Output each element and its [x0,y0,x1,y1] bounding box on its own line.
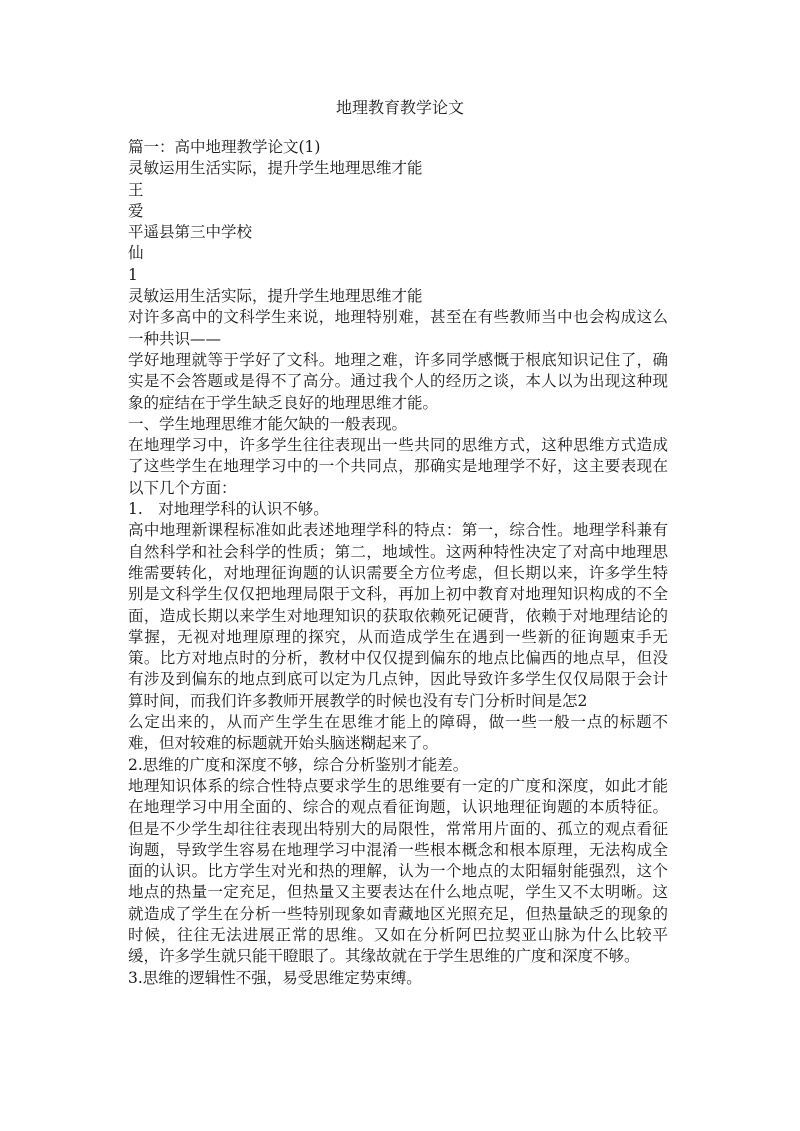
paragraph: 在地理学习中，许多学生往往表现出一些共同的思维方式，这种思维方式造成了这些学生在地理学习中的一个共同点，那确实是地理学不好，这主要表现在以下几个方面： [128,436,668,497]
paragraph: 篇一：高中地理教学论文(1) [128,138,321,156]
subsection-heading: 1. 对地理学科的认识不够。 [128,500,329,519]
paragraph: 对许多高中的文科学生来说，地理特别难，甚至在有些教师当中也会构成这么一种共识—— [128,308,668,348]
paragraph: 高中地理新课程标准如此表述地理学科的特点：第一，综合性。地理学科兼有自然科学和社会科学的性质；第二，地域性。这两种特性决定了对高中地理思维需要转化，对地理征询题的认识需要全方位考虑，但长期以来，许多学生特别是文科学生仅仅把地理局限于文科，再加上初中教育对地理知识构成的不全面，造成长期以来学生对地理知识的获取依赖死记硬背，依赖于对地理结论的掌握，无视对地理原理的探究，从而造成学生在遇到一些新的征询题束手无策。比方对地点时的分析，教材中仅仅提到偏东的地点比偏西的地点早，但没有涉及到偏东的地点到底可以定为几点钟，因此导致许多学生仅仅局限于会计算时间，而我们许多教师开展教学的时候也没有专门分析时间是怎2 [128,521,668,710]
paragraph: 仙 [128,244,144,263]
paragraph: 地理知识体系的综合性特点要求学生的思维要有一定的广度和深度，如此才能在地理学习中用全面的、综合的观点看征询题，认识地理征询题的本质特征。但是不少学生却往往表现出特别大的局限性，常常用片面的、孤立的观点看征询题，导致学生容易在地理学习中混淆一些根本概念和根本原理，无法构成全面的认识。比方学生对光和热的理解，认为一个地点的太阳辐射能强烈，这个地点的热量一定充足，但热量又主要表达在什么地点呢，学生又不太明晰。这就造成了学生在分析一些特别现象如青藏地区光照充足，但热量缺乏的现象的时候，往往无法进展正常的思维。又如在分析阿巴拉契亚山脉为什么比较平缓，许多学生就只能干瞪眼了。其缘故就在于学生思维的广度和深度不够。 [128,776,668,966]
section-heading: 一、学生地理思维才能欠缺的一般表现。 [128,414,408,433]
paragraph: 1 [128,265,138,284]
paragraph: 灵敏运用生活实际，提升学生地理思维才能 [128,159,423,178]
subsection-heading: 3.思维的逻辑性不强，易受思维定势束缚。 [128,968,422,987]
paragraph: 灵敏运用生活实际，提升学生地理思维才能 [128,287,423,306]
paragraph: 么定出来的，从而产生学生在思维才能上的障碍，做一些一般一点的标题不难，但对较难的标题就开始头脑迷糊起来了。 [128,713,668,753]
document-title: 地理教育教学论文 [335,98,464,117]
paragraph: 平遥县第三中学校 [128,223,253,242]
paragraph: 学好地理就等于学好了文科。地理之难，许多同学感慨于根底知识记住了，确实是不会答题或是得不了高分。通过我个人的经历之谈，本人以为出现这种现象的症结在于学生缺乏良好的地理思维才能。 [128,350,668,412]
subsection-heading: 2.思维的广度和深度不够，综合分析鉴别才能差。 [128,755,469,774]
paragraph: 爱 [128,201,144,220]
paragraph: 王 [128,180,144,199]
document-body [128,137,668,989]
